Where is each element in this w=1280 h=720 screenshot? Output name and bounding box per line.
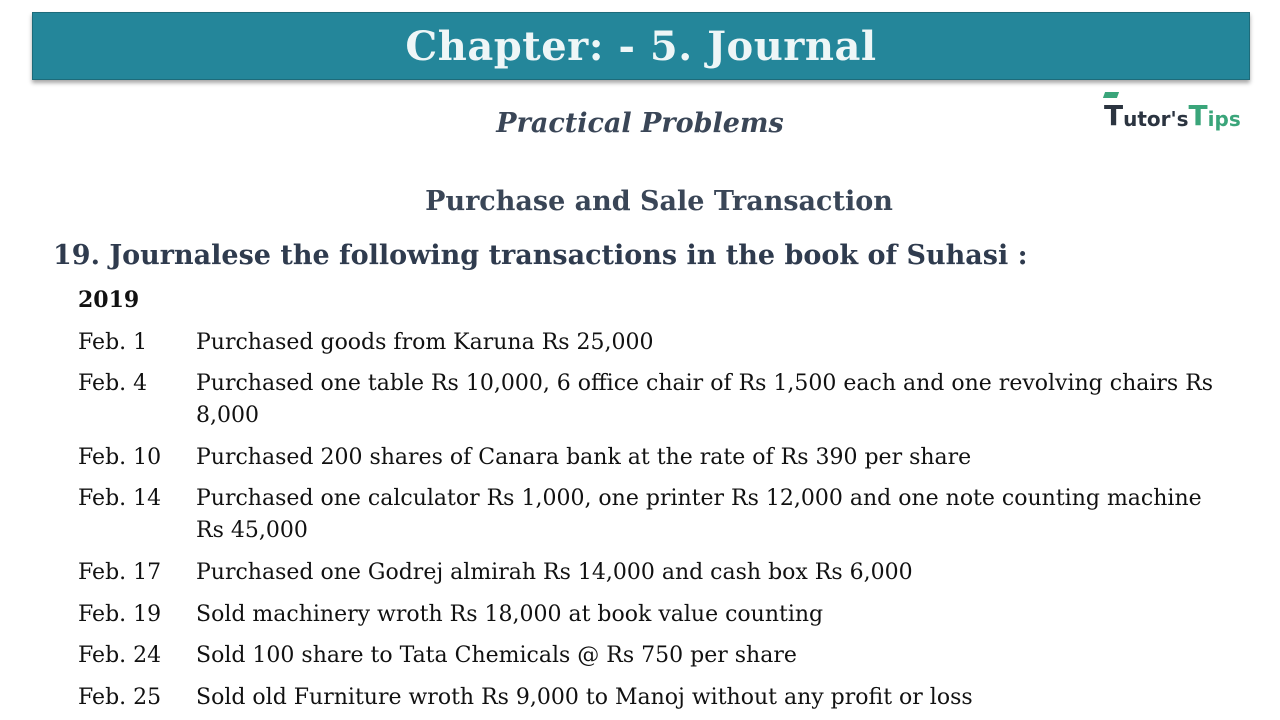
transaction-text: Purchased 200 shares of Canara bank at the rate of Rs 390 per share: [196, 445, 972, 470]
logo-letter-t: T: [1104, 99, 1124, 132]
transaction-text: Purchased one Godrej almirah Rs 14,000 and cash box Rs 6,000: [196, 560, 913, 585]
transaction-date: Feb. 19: [78, 602, 162, 627]
transaction-row: [78, 557, 1228, 589]
logo-word-utors: utor's: [1123, 107, 1189, 131]
transaction-text: Sold old Furniture wroth Rs 9,000 to Manoj without any profit or loss: [196, 685, 973, 710]
transaction-text: Purchased one calculator Rs 1,000, one printer Rs 12,000 and one note counting machine Rs 45,000: [196, 486, 1202, 543]
logo-word-ips: ips: [1207, 107, 1241, 131]
transaction-row: [78, 327, 1228, 359]
transaction-row: [78, 599, 1228, 631]
chapter-banner: [32, 12, 1250, 80]
transaction-date: Feb. 17: [78, 560, 162, 585]
transaction-date: Feb. 1: [78, 330, 148, 355]
transaction-row: [78, 442, 1228, 474]
transaction-row: [78, 483, 1228, 547]
subtitle: Practical Problems: [496, 108, 784, 139]
transaction-date: Feb. 10: [78, 445, 162, 470]
question-heading: 19. Journalese the following transactions in the book of Suhasi :: [53, 240, 1028, 271]
transaction-text: Sold machinery wroth Rs 18,000 at book value counting: [196, 602, 824, 627]
year-label: 2019: [78, 287, 140, 313]
section-title: Purchase and Sale Transaction: [425, 186, 893, 217]
transaction-row: [78, 368, 1228, 432]
transaction-date: Feb. 25: [78, 685, 162, 710]
transaction-row: [78, 682, 1228, 714]
chapter-title: Chapter: - 5. Journal: [405, 22, 877, 70]
transaction-text: Purchased one table Rs 10,000, 6 office chair of Rs 1,500 each and one revolving chairs Rs 8,000: [196, 371, 1214, 428]
transaction-text: Sold 100 share to Tata Chemicals @ Rs 750 per share: [196, 643, 797, 668]
transaction-date: Feb. 4: [78, 371, 148, 396]
transaction-date: Feb. 14: [78, 486, 162, 511]
logo-letter-t2: T: [1188, 99, 1208, 132]
transaction-text: Purchased goods from Karuna Rs 25,000: [196, 330, 654, 355]
transaction-row: [78, 640, 1228, 672]
transaction-date: Feb. 24: [78, 643, 162, 668]
